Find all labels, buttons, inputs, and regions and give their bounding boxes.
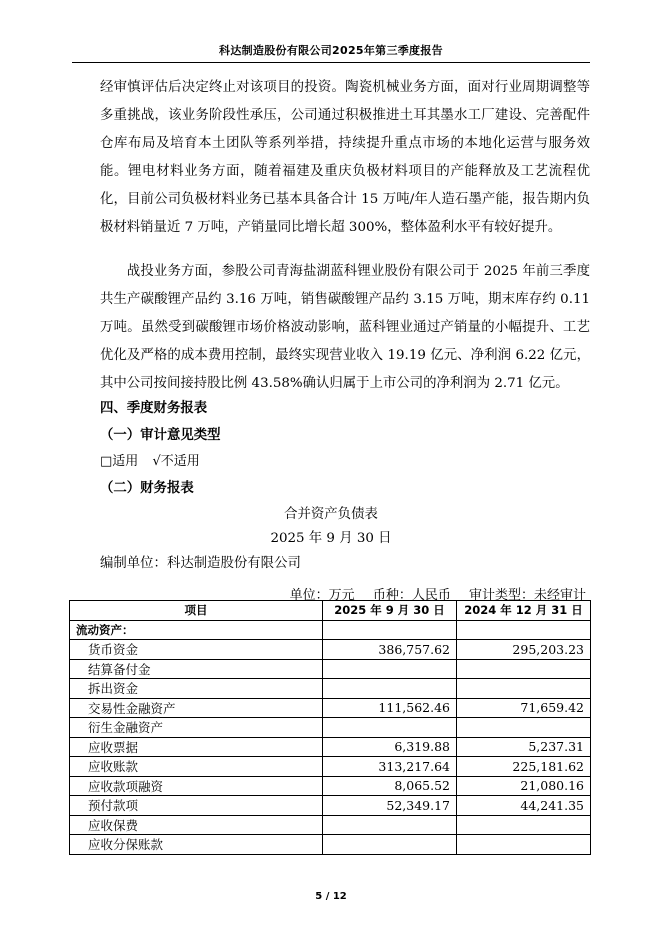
cell-prior: 71,659.42 bbox=[457, 698, 591, 718]
section-heading: 四、季度财务报表 bbox=[100, 401, 208, 416]
cell-item: 衍生金融资产 bbox=[70, 718, 323, 738]
cell-current bbox=[323, 659, 457, 679]
unit-label: 单位：万元 bbox=[289, 588, 355, 603]
cell-prior bbox=[457, 815, 591, 835]
paragraph-text: 经审慎评估后决定终止对该项目的投资。陶瓷机械业务方面，面对行业周期调整等多重挑战，该业务阶段性承压，公司通过积极推进土耳其墨水工厂建设、完善配件仓库布局及培育本土团队等系列举措，持续提升重点市场的本地化运营与服务效能。锂电材料业务方面，随着福建及重庆负极材料项目的产能释放及工艺流程优化，目前公司负极材料业务已基本具备合计 15 万吨/年人造石墨产能，报告期内负极材料销量近 7 万吨，产销量同比增长超 300%，整体盈利水平有较好提升。 bbox=[100, 80, 590, 235]
cell-prior: 44,241.35 bbox=[457, 796, 591, 816]
cell-prior bbox=[457, 620, 591, 640]
audit-options bbox=[100, 450, 210, 469]
cell-current: 111,562.46 bbox=[323, 698, 457, 718]
cell-prior: 295,203.23 bbox=[457, 640, 591, 660]
cell-current: 313,217.64 bbox=[323, 757, 457, 777]
cell-item: 应收票据 bbox=[70, 737, 323, 757]
header-date-current: 2025 年 9 月 30 日 bbox=[323, 601, 457, 621]
cell-prior: 21,080.16 bbox=[457, 776, 591, 796]
table-row bbox=[70, 698, 591, 718]
paragraph-text: 战投业务方面，参股公司青海盐湖蓝科锂业股份有限公司于 2025 年前三季度共生产碳酸锂产品约 3.16 万吨，销售碳酸锂产品约 3.15 万吨，期末库存约 0.11 万吨。虽然受到碳酸锂市场价格波动影响，蓝科锂业通过产销量的小幅提升、工艺优化及严格的成本费用控制，最终实现营业收入 19.19 亿元、净利润 6.22 亿元，其中公司按间接持股比例 43.58%确认归属于上市公司的净利润为 2.71 亿元。 bbox=[100, 264, 590, 391]
cell-item: 应收账款 bbox=[70, 757, 323, 777]
cell-prior bbox=[457, 679, 591, 699]
table-row bbox=[70, 620, 591, 640]
cell-item: 流动资产： bbox=[70, 620, 323, 640]
option-apply: □适用 bbox=[100, 454, 139, 469]
table-header-row bbox=[70, 601, 591, 621]
cell-current bbox=[323, 815, 457, 835]
table-row bbox=[70, 757, 591, 777]
cell-current bbox=[323, 620, 457, 640]
cell-prior bbox=[457, 835, 591, 855]
audit-type-label: 审计类型：未经审计 bbox=[468, 588, 586, 603]
cell-current: 52,349.17 bbox=[323, 796, 457, 816]
cell-current: 386,757.62 bbox=[323, 640, 457, 660]
page-header: 科达制造股份有限公司2025年第三季度报告 bbox=[72, 42, 590, 63]
body-paragraph-1 bbox=[100, 74, 590, 242]
cell-item: 应收款项融资 bbox=[70, 776, 323, 796]
cell-prior bbox=[457, 659, 591, 679]
table-date: 2025 年 9 月 30 日 bbox=[270, 531, 392, 546]
balance-sheet-table bbox=[69, 600, 591, 855]
cell-item: 应收保费 bbox=[70, 815, 323, 835]
table-row bbox=[70, 737, 591, 757]
table-row bbox=[70, 718, 591, 738]
table-row bbox=[70, 776, 591, 796]
cell-current: 8,065.52 bbox=[323, 776, 457, 796]
subsection-heading-statements: （二）财务报表 bbox=[100, 481, 194, 496]
cell-current bbox=[323, 718, 457, 738]
subsection-heading-audit: （一）审计意见类型 bbox=[100, 428, 221, 443]
cell-item: 预付款项 bbox=[70, 796, 323, 816]
table-title: 合并资产负债表 bbox=[284, 507, 378, 522]
compiler-line: 编制单位：科达制造股份有限公司 bbox=[100, 556, 301, 571]
cell-prior: 225,181.62 bbox=[457, 757, 591, 777]
cell-item: 货币资金 bbox=[70, 640, 323, 660]
table-row bbox=[70, 679, 591, 699]
cell-item: 结算备付金 bbox=[70, 659, 323, 679]
table-row bbox=[70, 815, 591, 835]
table-row bbox=[70, 640, 591, 660]
cell-current bbox=[323, 835, 457, 855]
currency-label: 币种：人民币 bbox=[372, 588, 451, 603]
table-row bbox=[70, 796, 591, 816]
cell-current: 6,319.88 bbox=[323, 737, 457, 757]
body-paragraph-2 bbox=[100, 258, 590, 398]
cell-prior: 5,237.31 bbox=[457, 737, 591, 757]
table-row bbox=[70, 659, 591, 679]
header-date-prior: 2024 年 12 月 31 日 bbox=[457, 601, 591, 621]
cell-item: 拆出资金 bbox=[70, 679, 323, 699]
cell-prior bbox=[457, 718, 591, 738]
header-item: 项目 bbox=[70, 601, 323, 621]
table-row bbox=[70, 835, 591, 855]
page-number: 5 / 12 bbox=[315, 891, 347, 902]
option-not-apply: √不适用 bbox=[152, 454, 200, 469]
cell-item: 应收分保账款 bbox=[70, 835, 323, 855]
cell-current bbox=[323, 679, 457, 699]
cell-item: 交易性金融资产 bbox=[70, 698, 323, 718]
